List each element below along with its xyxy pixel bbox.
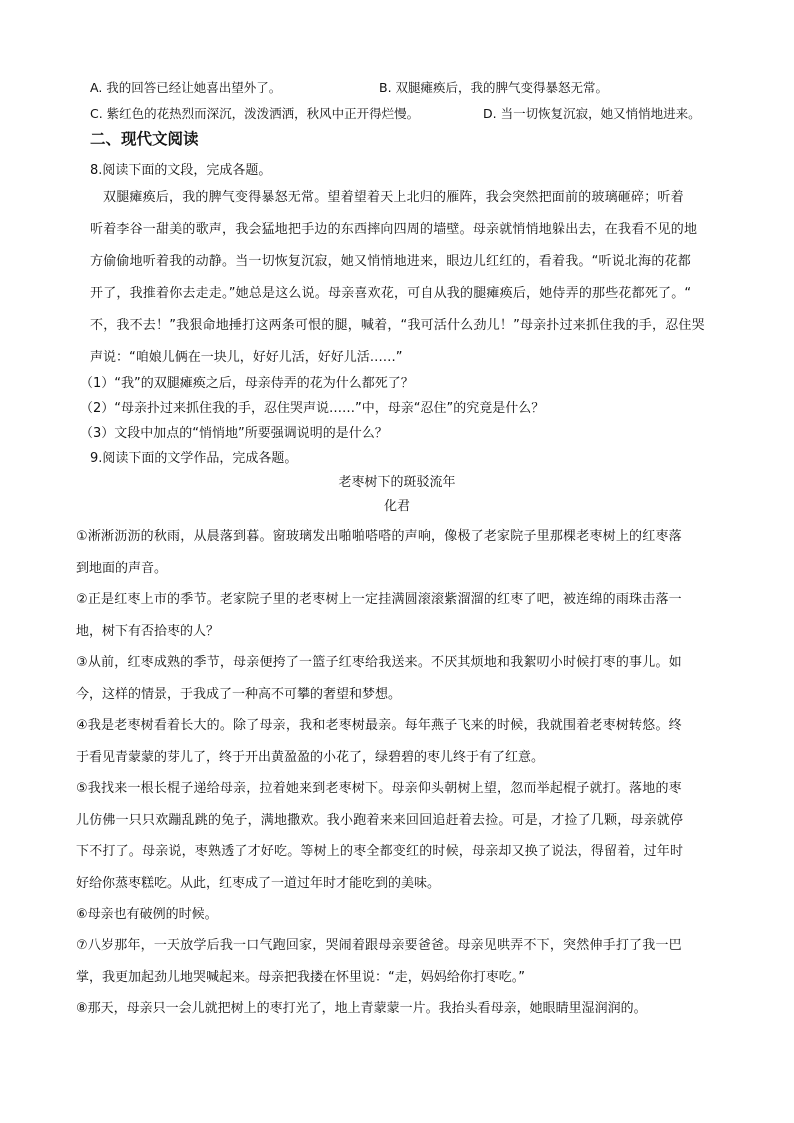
q8-subquestion: （3）文段中加点的“悄悄地”所要强调说明的是什么？: [80, 426, 388, 441]
option-a: A. 我的回答已经让她喜出望外了。: [90, 80, 282, 95]
q9-stem: 9.阅读下面的文学作品，完成各题。: [90, 451, 298, 466]
article-line: ⑧那天，母亲只一会儿就把树上的枣打光了，地上青蒙蒙一片。我抬头看母亲，她眼睛里湿润润的。: [76, 1001, 647, 1016]
article-line: 儿仿佛一只只欢蹦乱跳的兔子，满地撒欢。我小跑着来来回回追赶着去捡。可是，才捡了几颗，母亲就停: [76, 813, 684, 828]
article-line: 地，树下有否拾枣的人？: [76, 624, 220, 639]
q8-passage-line: 声说：“咱娘儿俩在一块儿，好好儿活，好好儿活……”: [90, 350, 403, 365]
q8-stem: 8.阅读下面的文段，完成各题。: [90, 163, 272, 178]
q8-passage-line: 不，我不去！”我狠命地捶打这两条可恨的腿，喊着，“我可活什么劲儿！”母亲扑过来抓住我的手，忍住哭: [90, 318, 705, 333]
article-line: ⑤我找来一根长棍子递给母亲，拉着她来到老枣树下。母亲仰头朝树上望，忽而举起棍子就打。落地的枣: [76, 781, 682, 796]
article-line: 下不打了。母亲说，枣熟透了才好吃。等树上的枣全都变红的时候，母亲却又换了说法，得留着，过年时: [76, 844, 684, 859]
article-line: 于看见青蒙蒙的芽儿了，终于开出黄盈盈的小花了，绿碧碧的枣儿终于有了红意。: [76, 750, 545, 765]
article-line: ③从前，红枣成熟的季节，母亲便挎了一篮子红枣给我送来。不厌其烦地和我絮叨小时候打枣的事儿。如: [76, 655, 682, 670]
q8-passage-line: 双腿瘫痪后，我的脾气变得暴怒无常。望着望着天上北归的雁阵，我会突然把面前的玻璃砸碎；听着: [103, 190, 684, 205]
article-line: ④我是老枣树看着长大的。除了母亲，我和老枣树最亲。每年燕子飞来的时候，我就围着老枣树转悠。终: [76, 718, 682, 733]
option-b: B. 双腿瘫痪后，我的脾气变得暴怒无常。: [379, 80, 609, 95]
q8-passage-line: 方偷偷地听着我的动静。当一切恢复沉寂，她又悄悄地进来，眼边儿红红的，看着我。“听说北海的花都: [90, 254, 691, 269]
option-c: C. 紫红色的花热烈而深沉，泼泼洒洒，秋风中正开得烂慢。: [90, 106, 420, 121]
article-line: 掌，我更加起劲儿地哭喊起来。母亲把我搂在怀里说：“走，妈妈给你打枣吃。”: [76, 970, 525, 985]
article-line: ⑥母亲也有破例的时候。: [76, 907, 218, 922]
q8-passage-line: 听着李谷一甜美的歌声，我会猛地把手边的东西摔向四周的墙壁。母亲就悄悄地躲出去，在我看不见的地: [90, 222, 698, 237]
article-line: 到地面的声音。: [76, 561, 168, 576]
article-line: ②正是红枣上市的季节。老家院子里的老枣树上一定挂满圆滚滚紫溜溜的红枣了吧，被连绵的雨珠击落一: [76, 592, 682, 607]
article-author: 化君: [383, 499, 410, 514]
article-line: ①淅淅沥沥的秋雨，从晨落到暮。窗玻璃发出啪啪嗒嗒的声响，像极了老家院子里那棵老枣树上的红枣落: [76, 529, 682, 544]
article-line: ⑦八岁那年，一天放学后我一口气跑回家，哭闹着跟母亲要爸爸。母亲见哄弄不下，突然伸手打了我一巴: [76, 938, 682, 953]
q8-passage-line: 开了，我推着你去走走。”她总是这么说。母亲喜欢花，可自从我的腿瘫痪后，她侍弄的那些花都死了。“: [90, 286, 692, 301]
section-heading: 二、现代文阅读: [90, 130, 199, 148]
q8-subquestion: （2）“母亲扑过来抓住我的手，忍住哭声说……”中，母亲“忍住”的究竟是什么？: [80, 401, 545, 416]
article-line: 好给你蒸枣糕吃。从此，红枣成了一道过年时才能吃到的美味。: [76, 876, 441, 891]
option-d: D. 当一切恢复沉寂，她又悄悄地进来。: [483, 106, 701, 121]
article-title: 老枣树下的斑驳流年: [338, 475, 456, 490]
article-line: 今，这样的情景，于我成了一种高不可攀的奢望和梦想。: [76, 687, 402, 702]
q8-subquestion: （1）“我”的双腿瘫痪之后，母亲侍弄的花为什么都死了？: [80, 376, 414, 391]
